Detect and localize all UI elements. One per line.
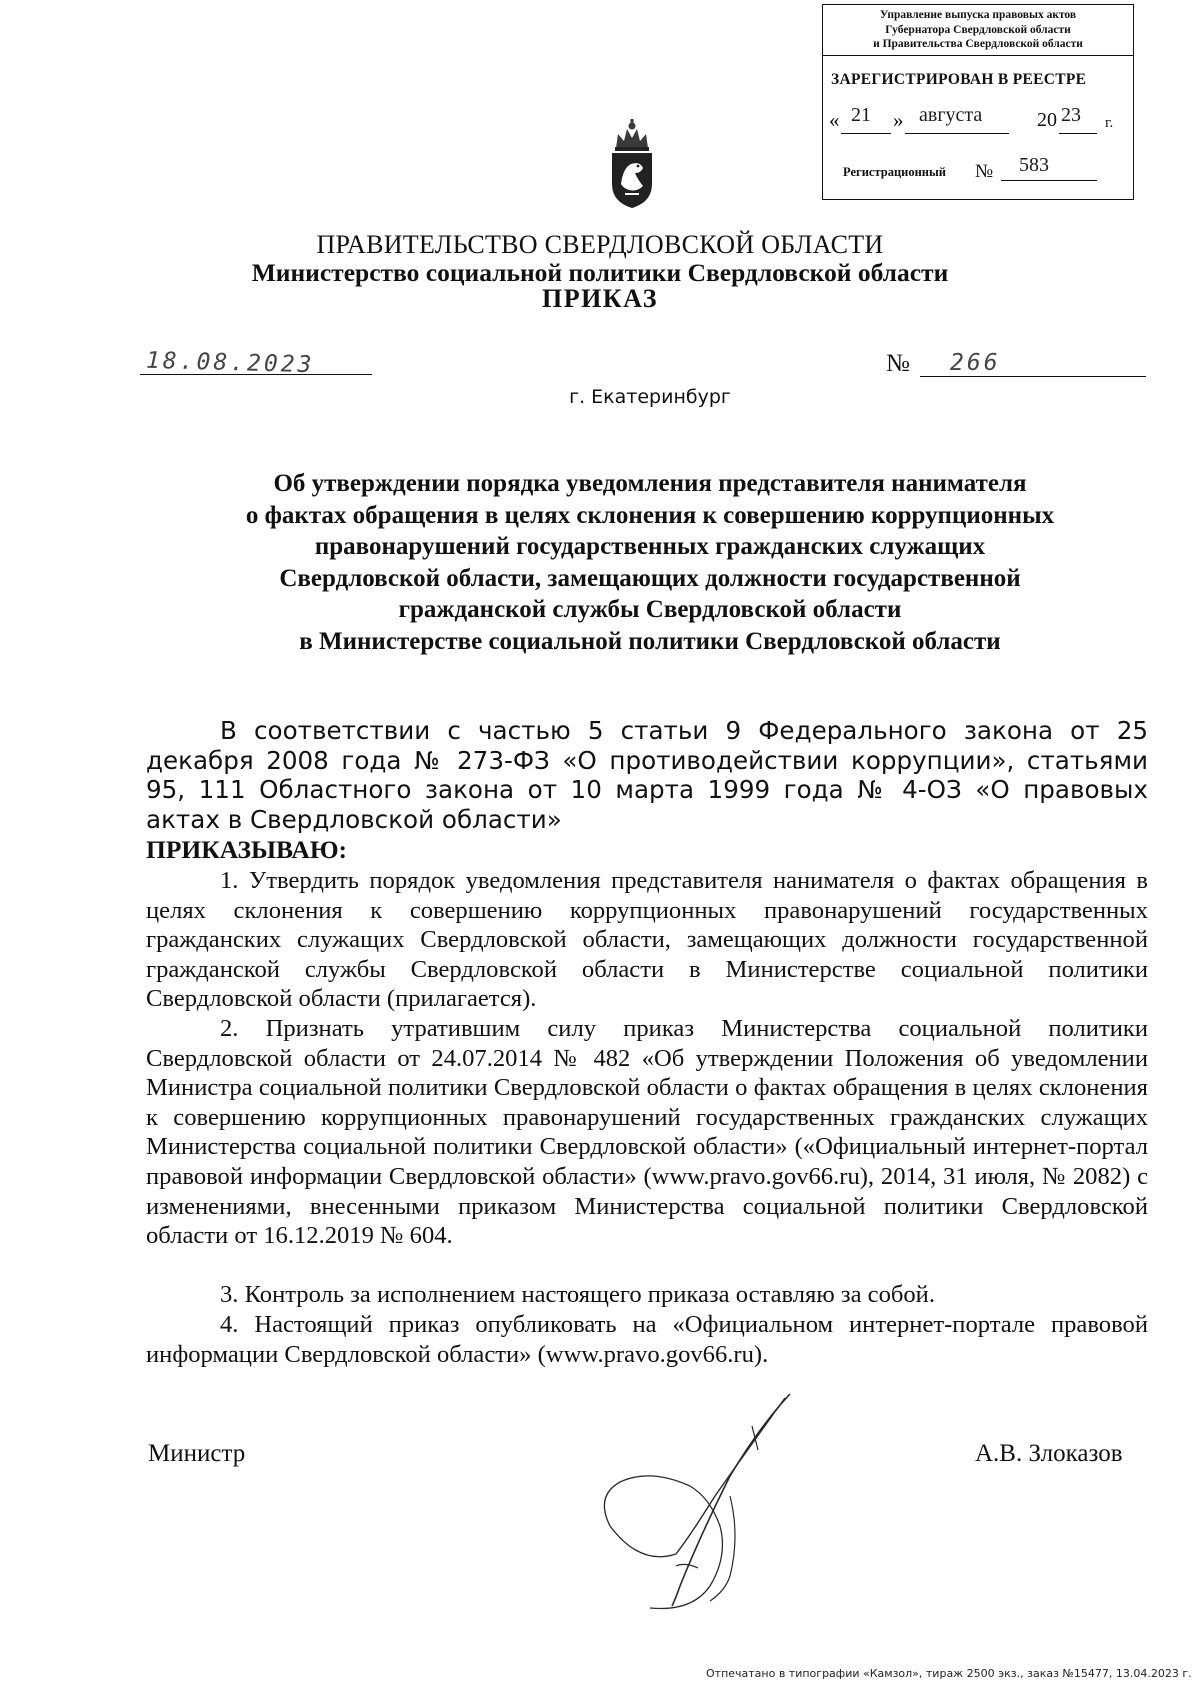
order-title-line: гражданской службы Свердловской области — [398, 596, 902, 623]
order-title-line: в Министерстве социальной политики Свердловской области — [299, 627, 1001, 655]
stamp-number: 583 — [1019, 154, 1049, 176]
ministry-name: Министерство социальной политики Свердловской области — [251, 258, 949, 287]
stamp-office-line: Управление выпуска правовых актов — [879, 9, 1077, 21]
stamp-month-line — [905, 133, 1009, 134]
stamp-office-line: и Правительства Свердловской области — [873, 38, 1083, 50]
stamp-year-abbr: г. — [1105, 115, 1114, 131]
order-title-line: правонарушений государственных гражданских служащих — [314, 533, 986, 560]
preamble-paragraph: В соответствии с частью 5 статьи 9 Федерального закона от 25 декабря 2008 года № 273-ФЗ «О противодействии коррупции», статьями 95, 111 Областного закона от 10 марта 1999 года № 4-ОЗ «О правовых актах в Свердловской области» — [146, 716, 1148, 834]
handwritten-signature — [580, 1386, 820, 1616]
signer-position: Министр — [148, 1440, 246, 1467]
order-title-line: о фактах обращения в целях склонения к совершению коррупционных — [245, 501, 1055, 529]
stamp-office-line: Губернатора Свердловской области — [885, 23, 1071, 36]
stamp-day: 21 — [851, 104, 871, 126]
order-item-1: 1. Утвердить порядок уведомления представителя нанимателя о фактах обращения в целях склонения к совершению коррупционных правонарушений государственных гражданских служащих Свердловской области, замещающих должности государственной гражданской службы Свердловской области в Министерстве социальной политики Свердловской области (прилагается). — [146, 867, 1148, 1013]
order-title-line: Об утверждении порядка уведомления представителя нанимателя — [273, 470, 1027, 497]
stamp-month: августа — [919, 104, 983, 126]
coat-of-arms-emblem — [607, 118, 657, 210]
stamp-number-label: Регистрационный — [843, 165, 946, 179]
document-type: ПРИКАЗ — [541, 284, 659, 313]
stamp-day-line — [841, 133, 891, 134]
stamp-number-line — [1001, 180, 1097, 181]
order-item-4: 4. Настоящий приказ опубликовать на «Официальном интернет-портале правовой информации Свердловской области» (www.pravo.gov66.ru). — [146, 1311, 1148, 1368]
city: г. Екатеринбург — [569, 386, 731, 408]
signer-name: А.В. Злоказов — [975, 1440, 1123, 1467]
order-date: 18.08.2023 — [145, 347, 315, 379]
order-word: ПРИКАЗЫВАЮ: — [146, 835, 348, 864]
registry-stamp — [822, 4, 1134, 200]
government-name: ПРАВИТЕЛЬСТВО СВЕРДЛОВСКОЙ ОБЛАСТИ — [316, 230, 884, 259]
stamp-close-quote: » — [893, 108, 904, 132]
stamp-open-quote: « — [829, 108, 840, 132]
order-title-line: Свердловской области, замещающих должности государственной — [279, 564, 1021, 592]
stamp-year-prefix: 20 — [1037, 109, 1057, 131]
order-number-line — [920, 376, 1146, 377]
stamp-number-sign: № — [975, 161, 994, 182]
order-item-2: 2. Признать утратившим силу приказ Министерства социальной политики Свердловской области от 24.07.2014 № 482 «Об утверждении Положения об уведомлении Министра социальной политики Свердловской области о фактах обращения в целях склонения к совершению коррупционных правонарушений государственных гражданских служащих Министерства социальной политики Свердловской области» («Официальный интернет-портал правовой информации Свердловской области» (www.pravo.gov66.ru), 2014, 31 июля, № 2082) с изменениями, внесенными приказом Министерства социальной политики Свердловской области от 16.12.2019 № 604. — [146, 1015, 1148, 1250]
stamp-year-suffix: 23 — [1061, 104, 1081, 126]
order-number: 266 — [950, 350, 1001, 376]
order-number-sign: № — [886, 350, 910, 377]
order-title — [170, 468, 1130, 657]
stamp-office — [823, 8, 1133, 56]
order-item-3: 3. Контроль за исполнением настоящего приказа оставляю за собой. — [220, 1281, 935, 1308]
stamp-registered-label: ЗАРЕГИСТРИРОВАН В РЕЕСТРЕ — [831, 71, 1087, 88]
print-note: Отпечатано в типографии «Камзол», тираж 2500 экз., заказ №15477, 13.04.2023 г. — [706, 1667, 1192, 1680]
stamp-year-line — [1059, 133, 1097, 134]
